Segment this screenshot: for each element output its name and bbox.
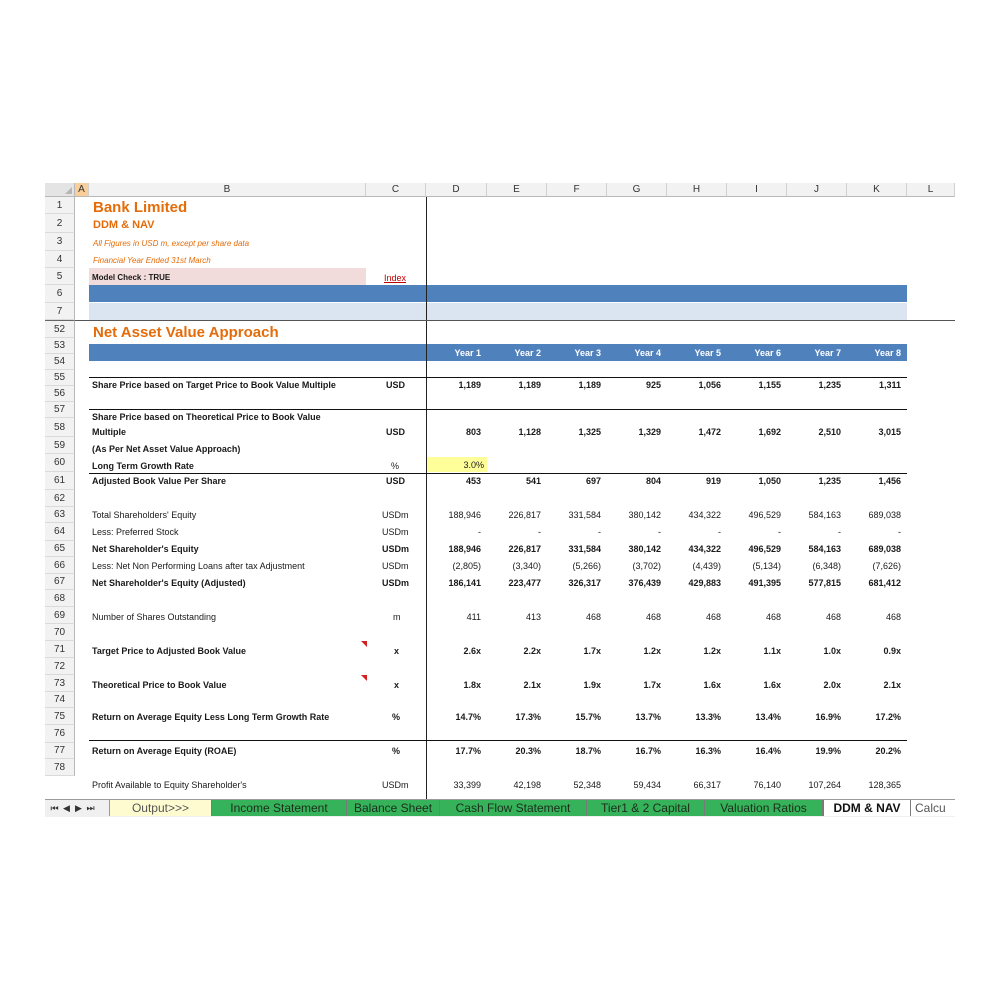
value-cell-r60[interactable]: 453	[465, 476, 481, 486]
value-cell-r68[interactable]: 468	[765, 612, 781, 622]
value-cell-r66[interactable]: 376,439	[628, 578, 661, 588]
row-header-62[interactable]: 62	[45, 490, 75, 507]
value-cell-r60[interactable]: 1,456	[878, 476, 901, 486]
column-header-g[interactable]: G	[607, 183, 667, 197]
value-cell-r55[interactable]: 1,189	[518, 380, 541, 390]
column-header-d[interactable]: D	[426, 183, 487, 197]
unit-row72: x	[394, 680, 400, 690]
unit-row74: %	[392, 712, 401, 722]
value-cell-r55[interactable]: 1,155	[758, 380, 781, 390]
column-header-k[interactable]: K	[847, 183, 907, 197]
row-header-74[interactable]: 74	[45, 692, 75, 708]
value-cell-r78[interactable]: 42,198	[513, 780, 541, 790]
value-cell-r65[interactable]: (3,702)	[632, 561, 661, 571]
value-cell-r68[interactable]: 411	[466, 612, 481, 622]
header-bar-row6	[89, 285, 907, 302]
index-link[interactable]: Index	[384, 273, 407, 283]
value-cell-r60[interactable]: 1,050	[758, 476, 781, 486]
value-cell-r70[interactable]: 1.1x	[763, 646, 781, 656]
sheet-subtitle: DDM & NAV	[93, 219, 155, 231]
value-cell-r65[interactable]: (4,439)	[692, 561, 721, 571]
row-header-59[interactable]: 59	[45, 437, 75, 454]
row-header-3[interactable]: 3	[45, 233, 75, 251]
value-cell-r62[interactable]: 226,817	[508, 510, 541, 520]
year-header-cell: Year 5	[694, 348, 721, 358]
value-cell-r78[interactable]: 107,264	[808, 780, 841, 790]
sheet-tab-bar	[45, 799, 955, 817]
row-header-69[interactable]: 69	[45, 607, 75, 624]
row-header-6[interactable]: 6	[45, 285, 75, 303]
value-cell-r76[interactable]: 16.7%	[635, 746, 661, 756]
value-cell-r65[interactable]: (5,266)	[572, 561, 601, 571]
year-header-cell: Year 4	[634, 348, 661, 358]
row-header-71[interactable]: 71	[45, 641, 75, 658]
value-cell-r68[interactable]: 468	[645, 612, 661, 622]
value-cell-r63[interactable]: -	[598, 527, 601, 537]
value-cell-r68[interactable]: 468	[825, 612, 841, 622]
value-cell-r70[interactable]: 1.2x	[643, 646, 661, 656]
value-cell-r72[interactable]: 1.6x	[703, 680, 721, 690]
prev-sheet-icon[interactable]: ◀	[63, 803, 70, 813]
value-cell-r66[interactable]: 326,317	[568, 578, 601, 588]
rule-row75	[89, 740, 907, 741]
value-cell-r65[interactable]: (5,134)	[752, 561, 781, 571]
unit-row66: USDm	[382, 578, 410, 588]
value-cell-r70[interactable]: 2.2x	[523, 646, 541, 656]
value-cell-r70[interactable]: 1.7x	[583, 646, 601, 656]
row-header-63[interactable]: 63	[45, 507, 75, 523]
value-cell-r76[interactable]: 20.3%	[515, 746, 541, 756]
row-header-1[interactable]: 1	[45, 197, 75, 214]
value-cell-r57[interactable]: 1,329	[638, 427, 661, 437]
unit-row78: USDm	[382, 780, 409, 790]
value-cell-r65[interactable]: (7,626)	[872, 561, 901, 571]
value-cell-r78[interactable]: 52,348	[573, 780, 601, 790]
unit-row68: m	[393, 612, 401, 622]
pale-bar-row7	[89, 303, 907, 320]
value-cell-r76[interactable]: 20.2%	[875, 746, 901, 756]
sheet-tab[interactable]: Balance Sheet	[347, 800, 440, 816]
unit-row70: x	[394, 646, 400, 656]
last-sheet-icon[interactable]: ⏭	[86, 803, 95, 813]
value-cell-r72[interactable]: 1.8x	[463, 680, 481, 690]
year-header-cell: Year 6	[754, 348, 781, 358]
label-row63: Less: Preferred Stock	[92, 527, 179, 537]
label-row62: Total Shareholders' Equity	[92, 510, 197, 520]
row-header-76[interactable]: 76	[45, 725, 75, 743]
value-cell-r55[interactable]: 1,311	[878, 380, 901, 390]
value-cell-r62[interactable]: 584,163	[808, 510, 841, 520]
value-cell-r66[interactable]: 577,815	[808, 578, 841, 588]
row-header-73[interactable]: 73	[45, 675, 75, 692]
value-cell-r57[interactable]: 1,692	[758, 427, 781, 437]
unit-row55: USD	[386, 380, 406, 390]
label-row65: Less: Net Non Performing Loans after tax Adjustment	[92, 561, 305, 571]
value-cell-r76[interactable]: 16.4%	[755, 746, 781, 756]
row-header-78[interactable]: 78	[45, 759, 75, 776]
row-header-67[interactable]: 67	[45, 574, 75, 590]
column-header-a[interactable]: A	[75, 183, 89, 197]
label-row58: (As Per Net Asset Value Approach)	[92, 444, 241, 454]
value-cell-r74[interactable]: 13.7%	[635, 712, 661, 722]
label-row57a: Share Price based on Theoretical Price to Book Value	[92, 412, 321, 422]
value-cell-r74[interactable]: 16.9%	[815, 712, 841, 722]
column-header-b[interactable]: B	[89, 183, 366, 197]
column-header-l[interactable]: L	[907, 183, 955, 197]
value-cell-r70[interactable]: 1.0x	[823, 646, 841, 656]
freeze-pane-horizontal	[75, 320, 955, 321]
year-header-cell: Year 3	[574, 348, 601, 358]
value-cell-r74[interactable]: 14.7%	[455, 712, 481, 722]
value-cell-r66[interactable]: 491,395	[748, 578, 781, 588]
value-cell-r55[interactable]: 1,056	[698, 380, 721, 390]
label-row57b: Multiple	[92, 427, 126, 437]
value-cell-r63[interactable]: -	[658, 527, 661, 537]
row-header-7[interactable]: 7	[45, 303, 75, 320]
unit-row64: USDm	[382, 544, 410, 554]
column-header-h[interactable]: H	[667, 183, 727, 197]
next-sheet-icon[interactable]: ▶	[75, 803, 82, 813]
label-row72: Theoretical Price to Book Value	[92, 680, 227, 690]
row-header-54[interactable]: 54	[45, 354, 75, 370]
unit-row62: USDm	[382, 510, 409, 520]
unit-row65: USDm	[382, 561, 409, 571]
value-cell-r65[interactable]: (2,805)	[452, 561, 481, 571]
label-row66: Net Shareholder's Equity (Adjusted)	[92, 578, 246, 588]
value-cell-r74[interactable]: 15.7%	[575, 712, 601, 722]
value-cell-r72[interactable]: 2.1x	[523, 680, 541, 690]
value-cell-r55[interactable]: 1,189	[578, 380, 601, 390]
column-header-i[interactable]: I	[727, 183, 787, 197]
value-cell-r62[interactable]: 689,038	[868, 510, 901, 520]
column-header-j[interactable]: J	[787, 183, 847, 197]
sheet-tab[interactable]: Valuation Ratios	[705, 800, 823, 816]
value-cell-r72[interactable]: 2.1x	[883, 680, 901, 690]
value-cell-r55[interactable]: 925	[645, 380, 661, 390]
value-cell-r66[interactable]: 223,477	[508, 578, 541, 588]
value-cell-r70[interactable]: 0.9x	[883, 646, 901, 656]
year-header-cell: Year 2	[514, 348, 541, 358]
value-cell-r66[interactable]: 429,883	[688, 578, 721, 588]
label-row64: Net Shareholder's Equity	[92, 544, 199, 554]
row-header-70[interactable]: 70	[45, 624, 75, 641]
value-cell-r63[interactable]: -	[898, 527, 901, 537]
value-cell-r76[interactable]: 16.3%	[695, 746, 721, 756]
row-header-64[interactable]: 64	[45, 523, 75, 541]
value-cell-r62[interactable]: 496,529	[748, 510, 781, 520]
value-cell-r57[interactable]: 1,325	[578, 427, 601, 437]
value-cell-r68[interactable]: 468	[585, 612, 601, 622]
label-row76: Return on Average Equity (ROAE)	[92, 746, 237, 756]
growth-rate-input[interactable]: 3.0%	[463, 460, 484, 470]
sheet-tab[interactable]: Cash Flow Statement	[440, 800, 587, 816]
rule-row59	[89, 473, 907, 474]
value-cell-r72[interactable]: 2.0x	[823, 680, 841, 690]
value-cell-r62[interactable]: 434,322	[688, 510, 721, 520]
unit-row63: USDm	[382, 527, 409, 537]
value-cell-r62[interactable]: 331,584	[568, 510, 601, 520]
unit-row57: USD	[386, 427, 406, 437]
row-header-56[interactable]: 56	[45, 386, 75, 402]
value-cell-r57[interactable]: 2,510	[818, 427, 841, 437]
label-row60: Adjusted Book Value Per Share	[92, 476, 227, 486]
value-cell-r63[interactable]: -	[718, 527, 721, 537]
units-note: All Figures in USD m, except per share data	[93, 239, 250, 248]
row-header-4[interactable]: 4	[45, 251, 75, 268]
model-check-label: Model Check : TRUE	[92, 273, 171, 282]
value-cell-r60[interactable]: 541	[525, 476, 541, 486]
label-row68: Number of Shares Outstanding	[92, 612, 217, 622]
value-cell-r62[interactable]: 380,142	[628, 510, 661, 520]
value-cell-r72[interactable]: 1.6x	[763, 680, 781, 690]
value-cell-r64[interactable]: 496,529	[748, 544, 781, 554]
row-header-58[interactable]: 58	[45, 418, 75, 437]
value-cell-r60[interactable]: 919	[705, 476, 721, 486]
unit-row76: %	[392, 746, 401, 756]
sheet-tab[interactable]: Tier1 & 2 Capital	[587, 800, 705, 816]
value-cell-r57[interactable]: 803	[465, 427, 481, 437]
spreadsheet-grid[interactable]	[45, 183, 955, 816]
value-cell-r57[interactable]: 1,128	[518, 427, 541, 437]
value-cell-r63[interactable]: -	[538, 527, 541, 537]
row-header-55[interactable]: 55	[45, 370, 75, 386]
row-header-61[interactable]: 61	[45, 472, 75, 490]
value-cell-r60[interactable]: 1,235	[818, 476, 841, 486]
sheet-tab[interactable]: Output>>>	[109, 800, 212, 816]
value-cell-r57[interactable]: 1,472	[698, 427, 721, 437]
value-cell-r63[interactable]: -	[838, 527, 841, 537]
comment-indicator[interactable]	[361, 675, 367, 681]
value-cell-r68[interactable]: 468	[885, 612, 901, 622]
value-cell-r55[interactable]: 1,235	[818, 380, 841, 390]
value-cell-r70[interactable]: 1.2x	[703, 646, 721, 656]
select-all-corner[interactable]	[45, 183, 75, 197]
value-cell-r74[interactable]: 17.3%	[515, 712, 541, 722]
company-title: Bank Limited	[93, 199, 188, 216]
column-header-c[interactable]: C	[366, 183, 426, 197]
sheet-tab[interactable]: DDM & NAV	[823, 800, 911, 816]
label-row78: Profit Available to Equity Shareholder's	[92, 780, 247, 790]
column-header-f[interactable]: F	[547, 183, 607, 197]
value-cell-r78[interactable]: 59,434	[633, 780, 661, 790]
row-header-57[interactable]: 57	[45, 402, 75, 418]
value-cell-r64[interactable]: 226,817	[508, 544, 541, 554]
value-cell-r64[interactable]: 380,142	[628, 544, 661, 554]
sheet-tab[interactable]: Income Statement	[212, 800, 347, 816]
value-cell-r76[interactable]: 18.7%	[575, 746, 601, 756]
row-header-75[interactable]: 75	[45, 708, 75, 725]
value-cell-r64[interactable]: 331,584	[568, 544, 601, 554]
row-header-5[interactable]: 5	[45, 268, 75, 285]
value-cell-r72[interactable]: 1.9x	[583, 680, 601, 690]
value-cell-r78[interactable]: 128,365	[868, 780, 901, 790]
value-cell-r64[interactable]: 188,946	[448, 544, 481, 554]
value-cell-r74[interactable]: 13.3%	[695, 712, 721, 722]
value-cell-r64[interactable]: 434,322	[688, 544, 721, 554]
year-header-cell: Year 7	[814, 348, 841, 358]
value-cell-r66[interactable]: 681,412	[868, 578, 901, 588]
value-cell-r60[interactable]: 804	[645, 476, 661, 486]
label-row70: Target Price to Adjusted Book Value	[92, 646, 247, 656]
sheet-tab[interactable]: Calcu	[911, 800, 955, 816]
value-cell-r64[interactable]: 584,163	[808, 544, 841, 554]
value-cell-r78[interactable]: 66,317	[693, 780, 721, 790]
first-sheet-icon[interactable]: ⏮	[50, 803, 59, 813]
row-header-65[interactable]: 65	[45, 541, 75, 557]
comment-indicator[interactable]	[361, 641, 367, 647]
value-cell-r70[interactable]: 2.6x	[463, 646, 481, 656]
label-row74: Return on Average Equity Less Long Term Growth Rate	[92, 712, 330, 722]
row-header-52[interactable]: 52	[45, 320, 75, 338]
row-header-53[interactable]: 53	[45, 338, 75, 354]
label-row59: Long Term Growth Rate	[92, 461, 194, 471]
freeze-pane-vertical	[426, 197, 427, 816]
value-cell-r74[interactable]: 17.2%	[875, 712, 901, 722]
row-header-77[interactable]: 77	[45, 743, 75, 759]
value-cell-r68[interactable]: 468	[705, 612, 721, 622]
value-cell-r78[interactable]: 33,399	[453, 780, 481, 790]
year-header-cell: Year 1	[454, 348, 481, 358]
row-header-66[interactable]: 66	[45, 557, 75, 574]
fiscal-year-note: Financial Year Ended 31st March	[93, 256, 211, 265]
value-cell-r64[interactable]: 689,038	[868, 544, 901, 554]
value-cell-r60[interactable]: 697	[585, 476, 601, 486]
year-header-cell: Year 8	[874, 348, 901, 358]
rule-row56	[89, 409, 907, 410]
row-header-72[interactable]: 72	[45, 658, 75, 675]
unit-row59: %	[391, 461, 400, 471]
value-cell-r76[interactable]: 17.7%	[455, 746, 481, 756]
value-cell-r74[interactable]: 13.4%	[755, 712, 781, 722]
label-row55: Share Price based on Target Price to Book Value Multiple	[92, 380, 336, 390]
value-cell-r68[interactable]: 413	[525, 612, 541, 622]
value-cell-r65[interactable]: (6,348)	[812, 561, 841, 571]
row-header-60[interactable]: 60	[45, 454, 75, 472]
value-cell-r78[interactable]: 76,140	[753, 780, 781, 790]
section-title: Net Asset Value Approach	[93, 324, 279, 341]
value-cell-r63[interactable]: -	[478, 527, 481, 537]
column-header-e[interactable]: E	[487, 183, 547, 197]
value-cell-r62[interactable]: 188,946	[448, 510, 481, 520]
value-cell-r57[interactable]: 3,015	[878, 427, 901, 437]
row-header-2[interactable]: 2	[45, 214, 75, 233]
value-cell-r55[interactable]: 1,189	[458, 380, 481, 390]
value-cell-r76[interactable]: 19.9%	[815, 746, 841, 756]
value-cell-r63[interactable]: -	[778, 527, 781, 537]
value-cell-r65[interactable]: (3,340)	[512, 561, 541, 571]
value-cell-r66[interactable]: 186,141	[448, 578, 481, 588]
unit-row60: USD	[386, 476, 406, 486]
row-header-68[interactable]: 68	[45, 590, 75, 607]
rule-row54	[89, 377, 907, 378]
value-cell-r72[interactable]: 1.7x	[643, 680, 661, 690]
